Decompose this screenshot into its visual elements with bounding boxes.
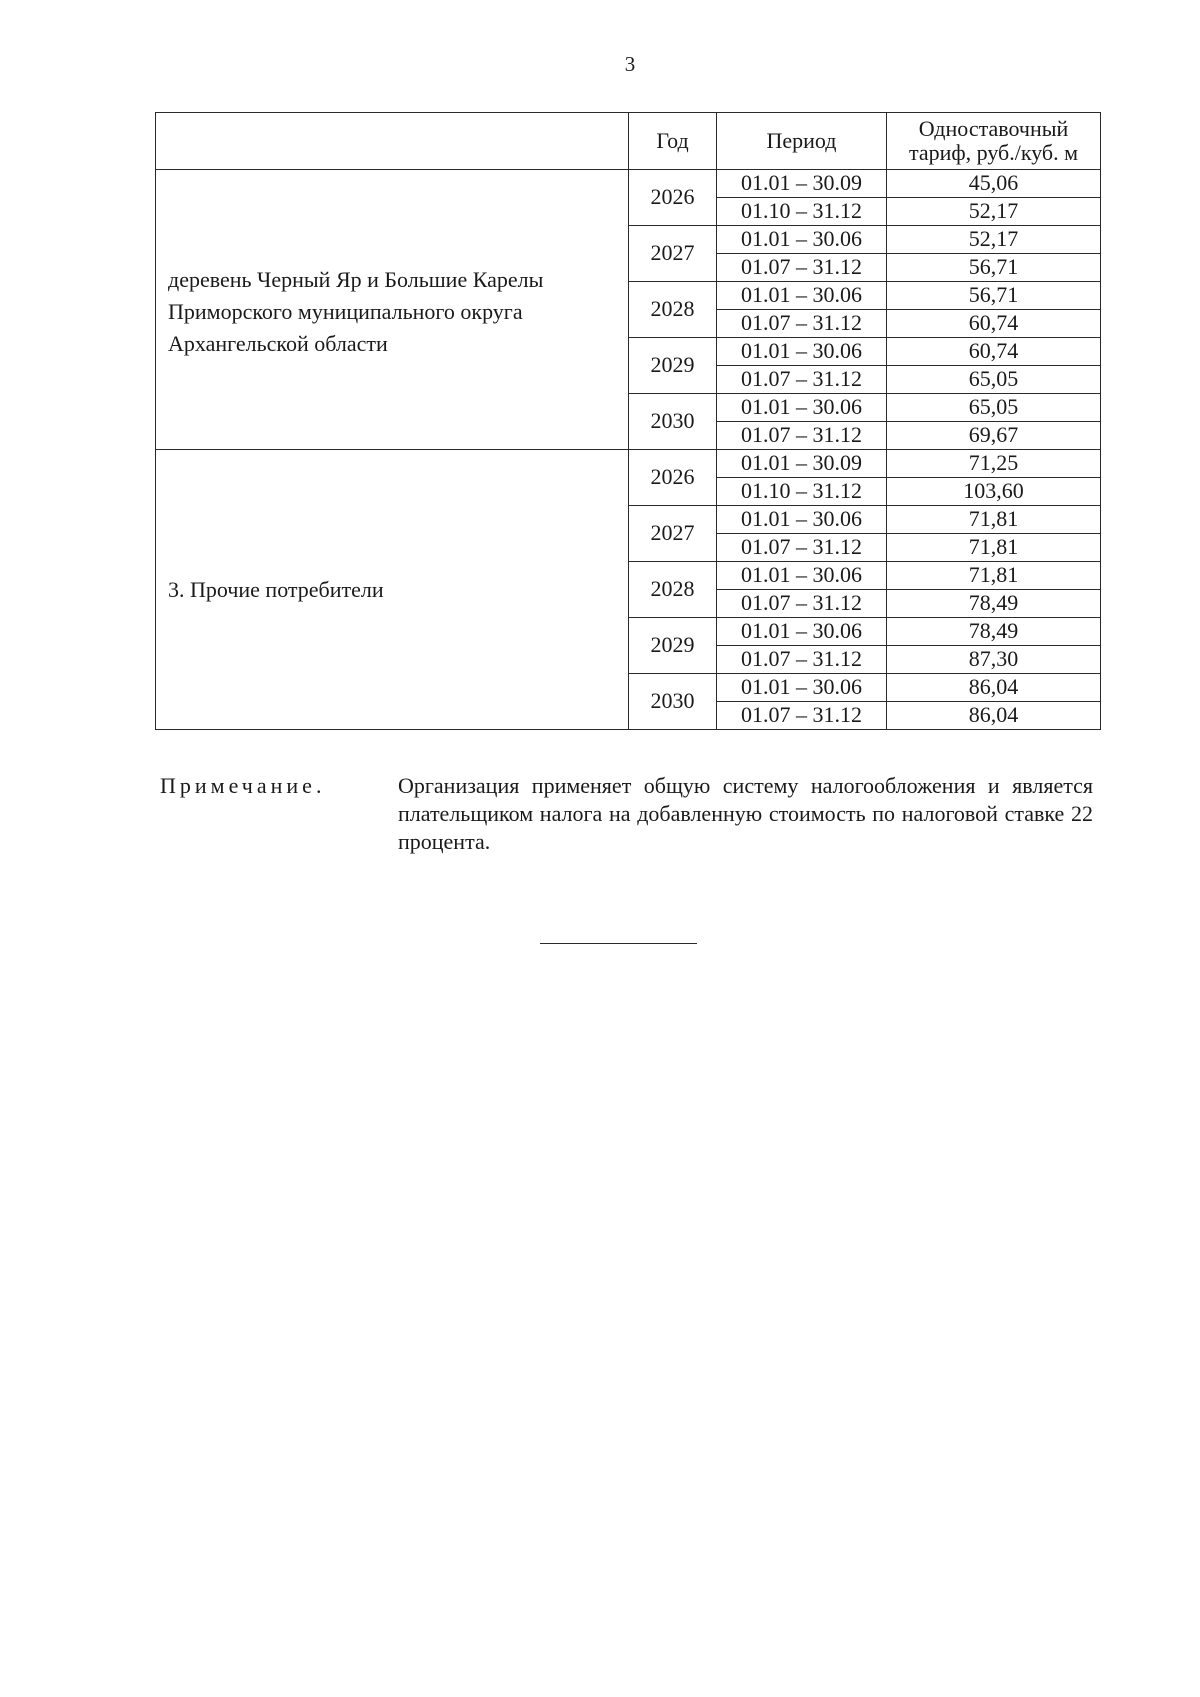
tariff-cell: 65,05 [887,366,1101,394]
note-text: Организация применяет общую систему налогообложения и является плательщиком налога на добавленную стоимость по налоговой ставке 22 процента. [398,773,1093,854]
year-cell: 2030 [629,674,717,730]
tariff-cell: 86,04 [887,702,1101,730]
header-consumer [156,113,629,170]
tariff-cell: 69,67 [887,422,1101,450]
period-cell: 01.01 – 30.09 [717,170,887,198]
year-cell: 2029 [629,338,717,394]
period-cell: 01.07 – 31.12 [717,422,887,450]
tariff-cell: 60,74 [887,338,1101,366]
year-cell: 2026 [629,450,717,506]
tariff-cell: 71,81 [887,506,1101,534]
period-cell: 01.01 – 30.06 [717,226,887,254]
consumer-cell: 3. Прочие потребители [156,450,629,730]
year-cell: 2027 [629,226,717,282]
tariff-cell: 52,17 [887,226,1101,254]
period-cell: 01.07 – 31.12 [717,310,887,338]
tariff-cell: 71,81 [887,534,1101,562]
closing-rule [540,943,697,944]
page-number: 3 [624,52,636,76]
table-row [156,450,1101,478]
period-cell: 01.07 – 31.12 [717,366,887,394]
consumer-cell: деревень Черный Яр и Большие Карелы Приморского муниципального округа Архангельской области [156,170,629,450]
tariff-cell: 71,25 [887,450,1101,478]
period-cell: 01.01 – 30.09 [717,450,887,478]
header-period: Период [717,113,887,170]
year-cell: 2030 [629,394,717,450]
table-header-row [156,113,1101,170]
tariff-table-body [156,170,1101,730]
tariff-cell: 56,71 [887,254,1101,282]
tariff-cell: 78,49 [887,590,1101,618]
year-cell: 2028 [629,282,717,338]
period-cell: 01.01 – 30.06 [717,506,887,534]
tariff-cell: 103,60 [887,478,1101,506]
tariff-cell: 52,17 [887,198,1101,226]
tariff-cell: 56,71 [887,282,1101,310]
period-cell: 01.07 – 31.12 [717,646,887,674]
period-cell: 01.01 – 30.06 [717,338,887,366]
period-cell: 01.07 – 31.12 [717,702,887,730]
year-cell: 2029 [629,618,717,674]
tariff-cell: 71,81 [887,562,1101,590]
tariff-cell: 86,04 [887,674,1101,702]
header-tariff: Одноставочный тариф, руб./куб. м [887,113,1101,170]
year-cell: 2028 [629,562,717,618]
period-cell: 01.01 – 30.06 [717,394,887,422]
tariff-cell: 87,30 [887,646,1101,674]
table-row [156,170,1101,198]
year-cell: 2026 [629,170,717,226]
period-cell: 01.10 – 31.12 [717,198,887,226]
tariff-cell: 60,74 [887,310,1101,338]
period-cell: 01.01 – 30.06 [717,618,887,646]
period-cell: 01.01 – 30.06 [717,562,887,590]
tariff-cell: 45,06 [887,170,1101,198]
year-cell: 2027 [629,506,717,562]
period-cell: 01.07 – 31.12 [717,254,887,282]
period-cell: 01.07 – 31.12 [717,534,887,562]
period-cell: 01.01 – 30.06 [717,674,887,702]
tariff-cell: 65,05 [887,394,1101,422]
period-cell: 01.07 – 31.12 [717,590,887,618]
period-cell: 01.10 – 31.12 [717,478,887,506]
tariff-table [155,112,1101,730]
header-year: Год [629,113,717,170]
tariff-cell: 78,49 [887,618,1101,646]
note-label: Примечание. [160,773,326,798]
period-cell: 01.01 – 30.06 [717,282,887,310]
